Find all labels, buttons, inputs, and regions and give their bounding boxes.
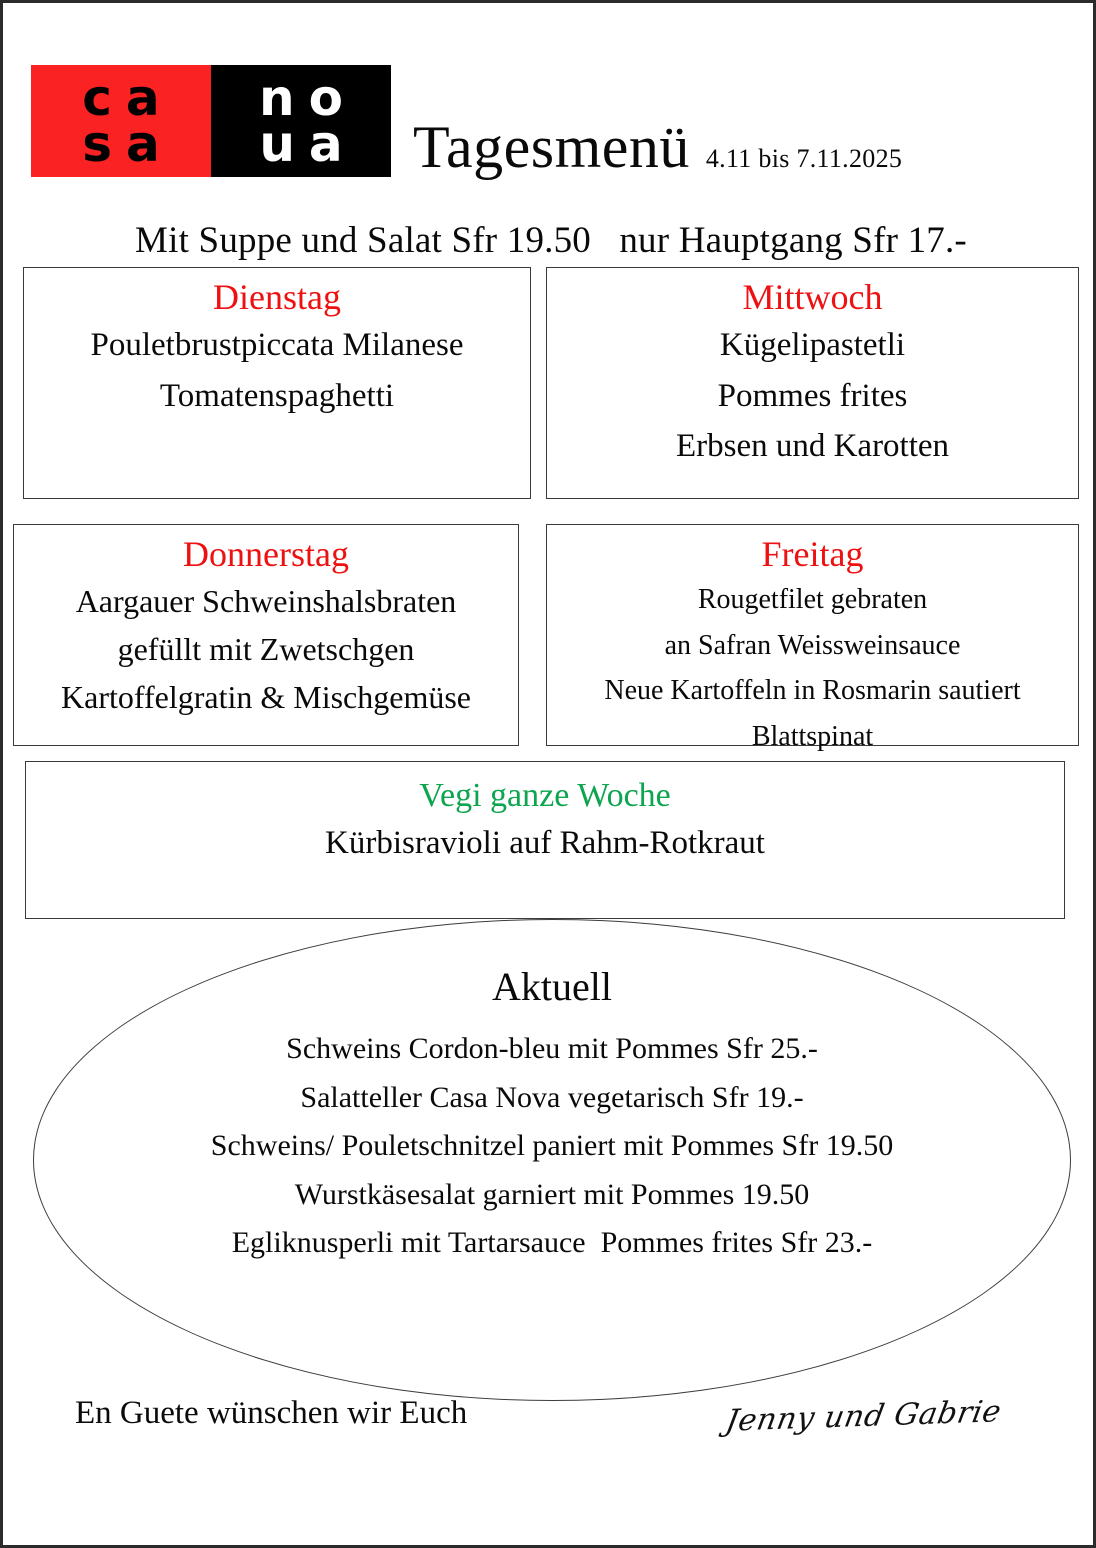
logo-text-no: no bbox=[259, 69, 357, 127]
day-box-mittwoch bbox=[546, 267, 1079, 499]
date-range: 4.11 bis 7.11.2025 bbox=[705, 144, 903, 173]
logo-text-sa: sa bbox=[82, 115, 174, 173]
menu-line: Tomatenspaghetti bbox=[159, 377, 395, 414]
menu-line: Erbsen und Karotten bbox=[675, 427, 950, 464]
menu-header bbox=[31, 65, 903, 180]
casa-nova-logo bbox=[31, 65, 391, 177]
closing-wish: En Guete wünschen wir Euch bbox=[75, 1395, 468, 1431]
page-title: Tagesmenü bbox=[413, 114, 690, 180]
logo-casa-block bbox=[31, 65, 211, 177]
menu-line: Neue Kartoffeln in Rosmarin sautiert bbox=[604, 675, 1021, 707]
day-title-vegi: Vegi ganze Woche bbox=[419, 777, 671, 814]
menu-line: Kürbisravioli auf Rahm-Rotkraut bbox=[325, 825, 765, 862]
day-title-dienstag: Dienstag bbox=[213, 277, 341, 317]
aktuell-item: Schweins Cordon-bleu mit Pommes Sfr 25.- bbox=[286, 1032, 818, 1065]
menu-line: Kartoffelgratin & Mischgemüse bbox=[61, 679, 471, 716]
aktuell-item: Salatteller Casa Nova vegetarisch Sfr 19.- bbox=[300, 1080, 804, 1114]
logo-text-ca: ca bbox=[82, 69, 174, 127]
aktuell-title: Aktuell bbox=[492, 964, 612, 1009]
menu-line: Kügelipastetli bbox=[719, 327, 906, 364]
day-title-donnerstag: Donnerstag bbox=[183, 534, 349, 574]
aktuell-item: Wurstkäsesalat garniert mit Pommes 19.50 bbox=[294, 1177, 810, 1211]
menu-line: Aargauer Schweinshalsbraten bbox=[75, 583, 457, 620]
menu-line: an Safran Weissweinsauce bbox=[664, 629, 961, 661]
day-box-vegi bbox=[25, 761, 1065, 919]
logo-text-ua: ua bbox=[259, 115, 357, 173]
day-box-donnerstag bbox=[13, 524, 519, 746]
menu-line: Pouletbrustpiccata Milanese bbox=[90, 327, 464, 364]
menu-line: Blattspinat bbox=[751, 720, 874, 752]
day-title-freitag: Freitag bbox=[761, 534, 864, 574]
day-title-mittwoch: Mittwoch bbox=[742, 277, 883, 317]
menu-line: gefüllt mit Zwetschgen bbox=[117, 631, 415, 668]
title-group bbox=[413, 114, 903, 180]
day-box-dienstag bbox=[23, 267, 531, 499]
aktuell-section bbox=[33, 963, 1071, 1268]
aktuell-item: Egliknusperli mit Tartarsauce Pommes frites Sfr 23.- bbox=[231, 1226, 873, 1260]
aktuell-item: Schweins/ Pouletschnitzel paniert mit Pommes Sfr 19.50 bbox=[210, 1129, 894, 1163]
price-line: Mit Suppe und Salat Sfr 19.50 nur Hauptgang Sfr 17.- bbox=[135, 220, 967, 261]
day-box-freitag bbox=[546, 524, 1079, 752]
menu-line: Pommes frites bbox=[717, 377, 908, 414]
menu-line: Rougetfilet gebraten bbox=[697, 584, 928, 616]
signature: Jenny und Gabrie bbox=[722, 1394, 1005, 1439]
logo-nova-block bbox=[211, 65, 391, 177]
